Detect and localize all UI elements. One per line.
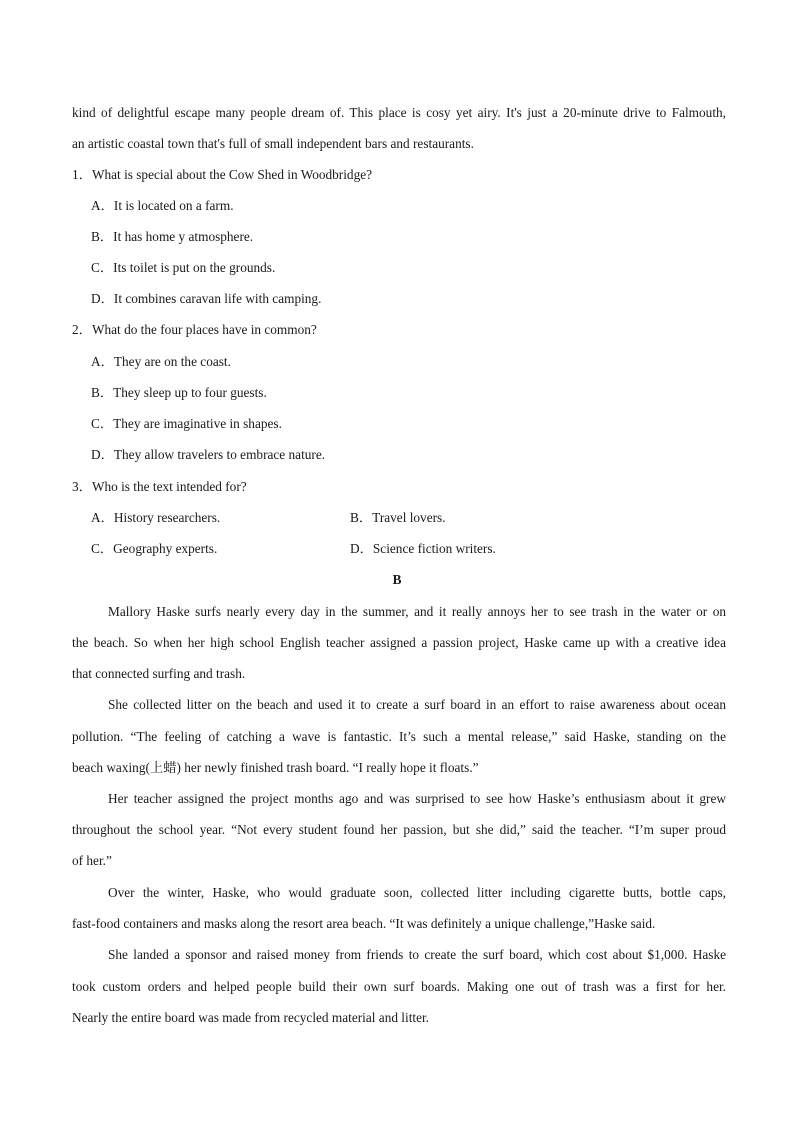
paragraph-1-line-3: that connected surfing and trash. xyxy=(72,666,246,681)
question-2-option-b: B．They sleep up to four guests. xyxy=(91,385,267,400)
paragraph-2-line-3: beach waxing(上蜡) her newly finished trash board. “I really hope it floats.” xyxy=(72,760,479,775)
paragraph-1-line-1: Mallory Haske surfs nearly every day in the summer, and it really annoys her to see trash in the water or on xyxy=(108,604,726,619)
question-2-option-c: C．They are imaginative in shapes. xyxy=(91,416,282,431)
question-3-option-b: B．Travel lovers. xyxy=(350,510,446,525)
question-3-option-d: D．Science fiction writers. xyxy=(350,541,496,556)
paragraph-5-line-2: took custom orders and helped people build their own surf boards. Making one out of trash was a first for her. xyxy=(72,979,726,994)
paragraph-4-line-2: fast-food containers and masks along the resort area beach. “It was definitely a unique challenge,”Haske said. xyxy=(72,916,656,931)
section-b-heading: B xyxy=(392,572,402,587)
paragraph-5-line-1: She landed a sponsor and raised money from friends to create the surf board, which cost about $1,000. Haske xyxy=(108,947,726,962)
question-3-option-c: C．Geography experts. xyxy=(91,541,218,556)
question-1-option-c: C．Its toilet is put on the grounds. xyxy=(91,260,276,275)
paragraph-1-line-2: the beach. So when her high school English teacher assigned a passion project, Haske came up with a creative idea xyxy=(72,635,726,650)
question-1-option-d: D．It combines caravan life with camping. xyxy=(91,291,322,306)
question-1-option-b: B．It has home y atmosphere. xyxy=(91,229,254,244)
question-1-stem: 1．What is special about the Cow Shed in Woodbridge? xyxy=(72,167,373,182)
question-1-option-a: A．It is located on a farm. xyxy=(91,198,234,213)
paragraph-3-line-3: of her.” xyxy=(72,853,112,868)
question-3-option-a: A．History researchers. xyxy=(91,510,221,525)
paragraph-3-line-2: throughout the school year. “Not every student found her passion, but she did,” said the teacher. “I’m super proud xyxy=(72,822,726,837)
paragraph-2-line-1: She collected litter on the beach and used it to create a surf board in an effort to raise awareness about ocean xyxy=(108,697,726,712)
paragraph-5-line-3: Nearly the entire board was made from recycled material and litter. xyxy=(72,1010,430,1025)
paragraph-2-line-2: pollution. “The feeling of catching a wave is fantastic. It’s such a mental release,” said Haske, standing on the xyxy=(72,729,726,744)
question-2-option-a: A．They are on the coast. xyxy=(91,354,231,369)
paragraph-3-line-1: Her teacher assigned the project months ago and was surprised to see how Haske’s enthusiasm about it grew xyxy=(108,791,726,806)
passage-a-line-1: kind of delightful escape many people dream of. This place is cosy yet airy. It's just a 20-minute drive to Falmouth, xyxy=(72,105,726,120)
passage-a-line-2: an artistic coastal town that's full of small independent bars and restaurants. xyxy=(72,136,474,151)
question-2-option-d: D．They allow travelers to embrace nature. xyxy=(91,447,326,462)
paragraph-4-line-1: Over the winter, Haske, who would graduate soon, collected litter including cigarette butts, bottle caps, xyxy=(108,885,726,900)
question-3-stem: 3．Who is the text intended for? xyxy=(72,479,247,494)
question-2-stem: 2．What do the four places have in common? xyxy=(72,322,317,337)
